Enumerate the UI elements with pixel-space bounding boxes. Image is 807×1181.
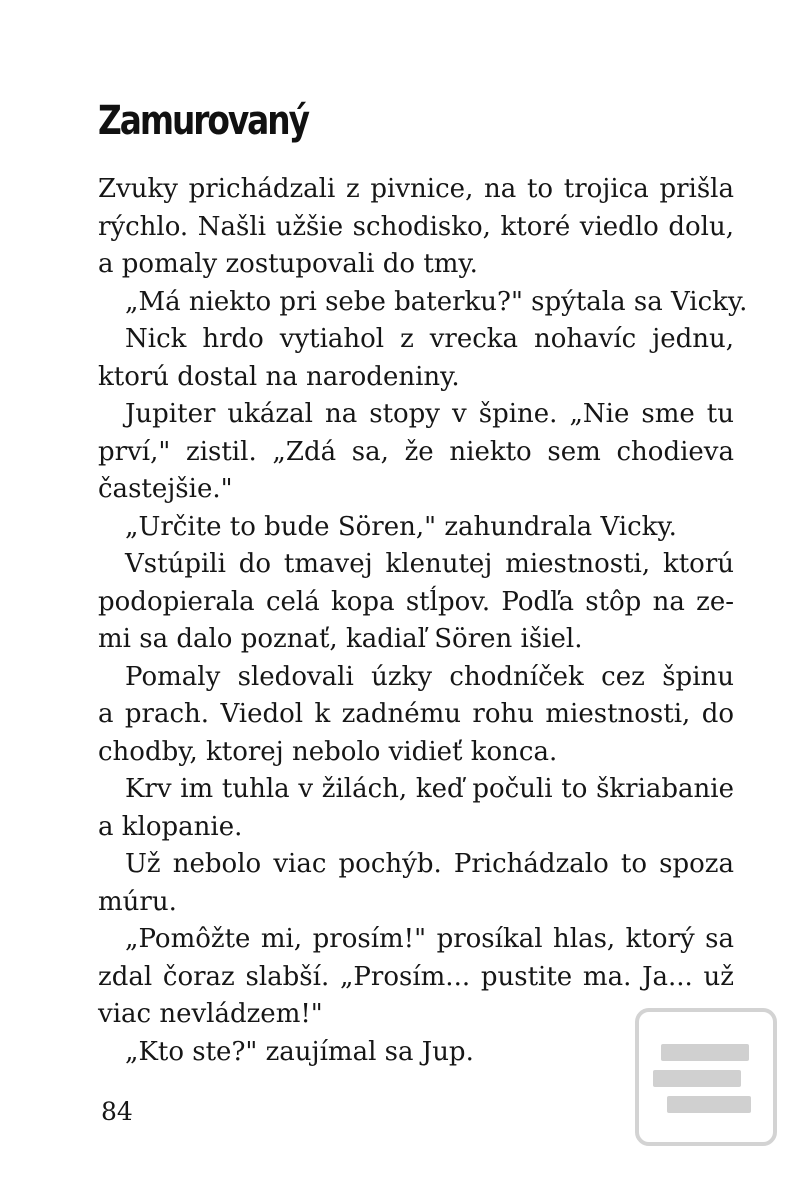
text-line: Nick hrdo vytiahol z vrecka nohavíc jednu,: [125, 324, 734, 354]
text-line: Vstúpili do tmavej klenutej miestnosti, ktorú: [125, 549, 734, 579]
text-line: častejšie.": [98, 474, 233, 504]
text-line: Zvuky prichádzali z pivnice, na to trojica prišla: [98, 174, 734, 204]
chapter-title: Zamurovaný: [98, 98, 308, 144]
text-line: Krv im tuhla v žilách, keď počuli to škriabanie: [125, 774, 734, 804]
text-line: Pomaly sledovali úzky chodníček cez špinu: [125, 661, 734, 692]
text-line: ktorú dostal na narodeniny.: [98, 361, 460, 392]
text-line: múru.: [98, 886, 177, 917]
watermark-bar: [653, 1070, 741, 1087]
watermark-bar: [661, 1044, 749, 1061]
text-line: zdal čoraz slabší. „Prosím... pustite ma. Ja... už: [98, 961, 734, 992]
text-line: Už nebolo viac pochýb. Prichádzalo to spoza: [125, 849, 734, 879]
page-number: 84: [101, 1097, 133, 1126]
chapter-body: [98, 171, 748, 1071]
text-line: a klopanie.: [98, 811, 243, 842]
text-line: a prach. Viedol k zadnému rohu miestnosti, do: [98, 699, 734, 729]
text-line: Jupiter ukázal na stopy v špine. „Nie sme tu: [125, 399, 734, 429]
text-line: „Kto ste?" zaujímal sa Jup.: [125, 1036, 474, 1067]
watermark-bar: [667, 1096, 751, 1113]
text-line: viac nevládzem!": [98, 999, 323, 1029]
text-line: podopierala celá kopa stĺpov. Podľa stôp na ze-: [98, 586, 734, 617]
text-line: „Určite to bude Sören," zahundrala Vicky.: [125, 511, 677, 542]
text-line: chodby, ktorej nebolo vidieť konca.: [98, 736, 558, 767]
text-line: prví," zistil. „Zdá sa, že niekto sem chodieva: [98, 436, 734, 467]
text-line: a pomaly zostupovali do tmy.: [98, 249, 478, 279]
text-line: „Má niekto pri sebe baterku?" spýtala sa Vicky.: [125, 286, 748, 317]
books-logo-icon: [635, 1008, 777, 1146]
text-line: mi sa dalo poznať, kadiaľ Sören išiel.: [98, 624, 583, 654]
text-line: „Pomôžte mi, prosím!" prosíkal hlas, ktorý sa: [125, 924, 734, 954]
text-line: rýchlo. Našli užšie schodisko, ktoré viedlo dolu,: [98, 211, 734, 242]
